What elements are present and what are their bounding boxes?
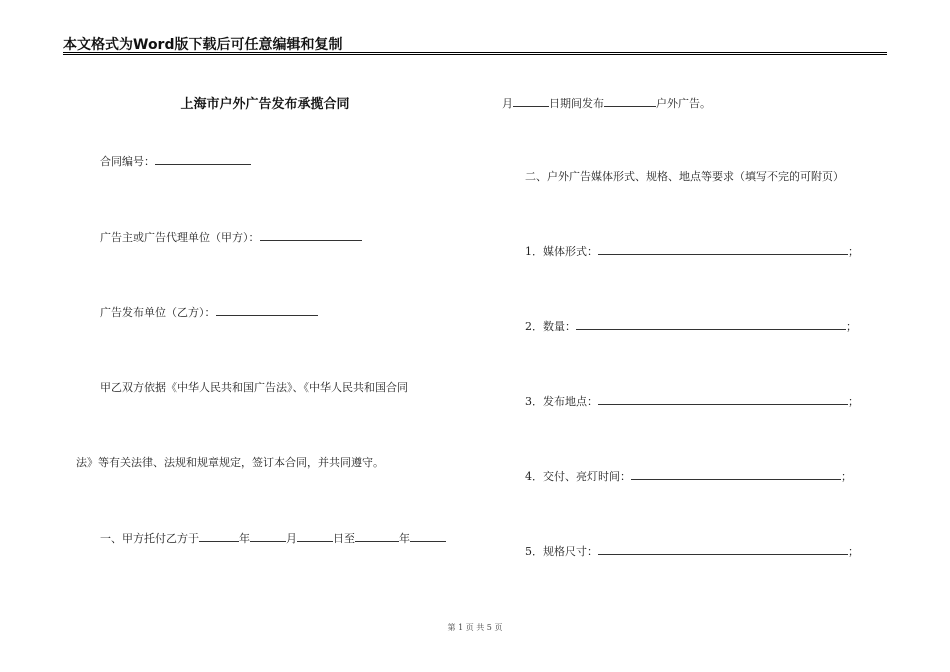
quantity-label: 2．数量： xyxy=(525,320,576,333)
size-blank[interactable] xyxy=(598,543,848,555)
location-line xyxy=(525,393,859,409)
period-mid-label: 日期间发布 xyxy=(549,97,604,110)
size-end: ； xyxy=(848,545,859,558)
basis-line-1: 甲乙双方依据《中华人民共和国广告法》、《中华人民共和国合同 xyxy=(100,381,408,394)
location-label: 3．发布地点： xyxy=(525,395,598,408)
party-b-blank[interactable] xyxy=(216,304,318,316)
basis-line-2: 法》等有关法律、法规和规章规定，签订本合同，并共同遵守。 xyxy=(76,456,384,469)
size-line xyxy=(525,543,859,559)
end-year-blank[interactable] xyxy=(355,530,399,542)
start-year-blank[interactable] xyxy=(199,530,239,542)
period-line xyxy=(502,95,711,111)
contract-no-label: 合同编号： xyxy=(100,155,155,168)
clause-2-heading: 二、户外广告媒体形式、规格、地点等要求（填写不完的可附页） xyxy=(525,170,844,183)
ad-content-blank[interactable] xyxy=(604,95,656,107)
contract-no-line xyxy=(100,153,251,169)
day-to-label: 日至 xyxy=(333,532,355,545)
clause-1-prefix: 一、甲方托付乙方于 xyxy=(100,532,199,545)
delivery-time-label: 4．交付、亮灯时间： xyxy=(525,470,631,483)
quantity-end: ； xyxy=(846,320,857,333)
period-end-label: 户外广告。 xyxy=(656,97,711,110)
quantity-blank[interactable] xyxy=(576,318,846,330)
location-end: ； xyxy=(848,395,859,408)
year-label: 年 xyxy=(239,532,250,545)
start-month-blank[interactable] xyxy=(250,530,286,542)
party-b-label: 广告发布单位（乙方）： xyxy=(100,306,216,319)
quantity-line xyxy=(525,318,857,334)
contract-no-blank[interactable] xyxy=(155,153,251,165)
party-a-blank[interactable] xyxy=(260,229,362,241)
year2-label: 年 xyxy=(399,532,410,545)
party-a-label: 广告主或广告代理单位（甲方）： xyxy=(100,231,260,244)
party-a-line xyxy=(100,229,362,245)
location-blank[interactable] xyxy=(598,393,848,405)
header-title: 本文格式为Word版下载后可任意编辑和复制 xyxy=(63,37,343,53)
delivery-time-end: ； xyxy=(841,470,852,483)
size-label: 5．规格尺寸： xyxy=(525,545,598,558)
page-number: 第 1 页 共 5 页 xyxy=(447,623,503,632)
media-form-label: 1．媒体形式： xyxy=(525,245,598,258)
media-form-end: ； xyxy=(848,245,859,258)
start-day-blank[interactable] xyxy=(297,530,333,542)
media-form-blank[interactable] xyxy=(598,243,848,255)
delivery-time-line xyxy=(525,468,852,484)
clause-1-line xyxy=(100,530,446,546)
contract-title: 上海市户外广告发布承揽合同 xyxy=(180,97,350,112)
end-day-blank[interactable] xyxy=(513,95,549,107)
delivery-time-blank[interactable] xyxy=(631,468,841,480)
header-rule xyxy=(63,52,887,53)
party-b-line xyxy=(100,304,318,320)
media-form-line xyxy=(525,243,859,259)
month-label: 月 xyxy=(286,532,297,545)
header-rule-thin xyxy=(63,54,887,55)
period-month-label: 月 xyxy=(502,97,513,110)
end-month-blank[interactable] xyxy=(410,530,446,542)
